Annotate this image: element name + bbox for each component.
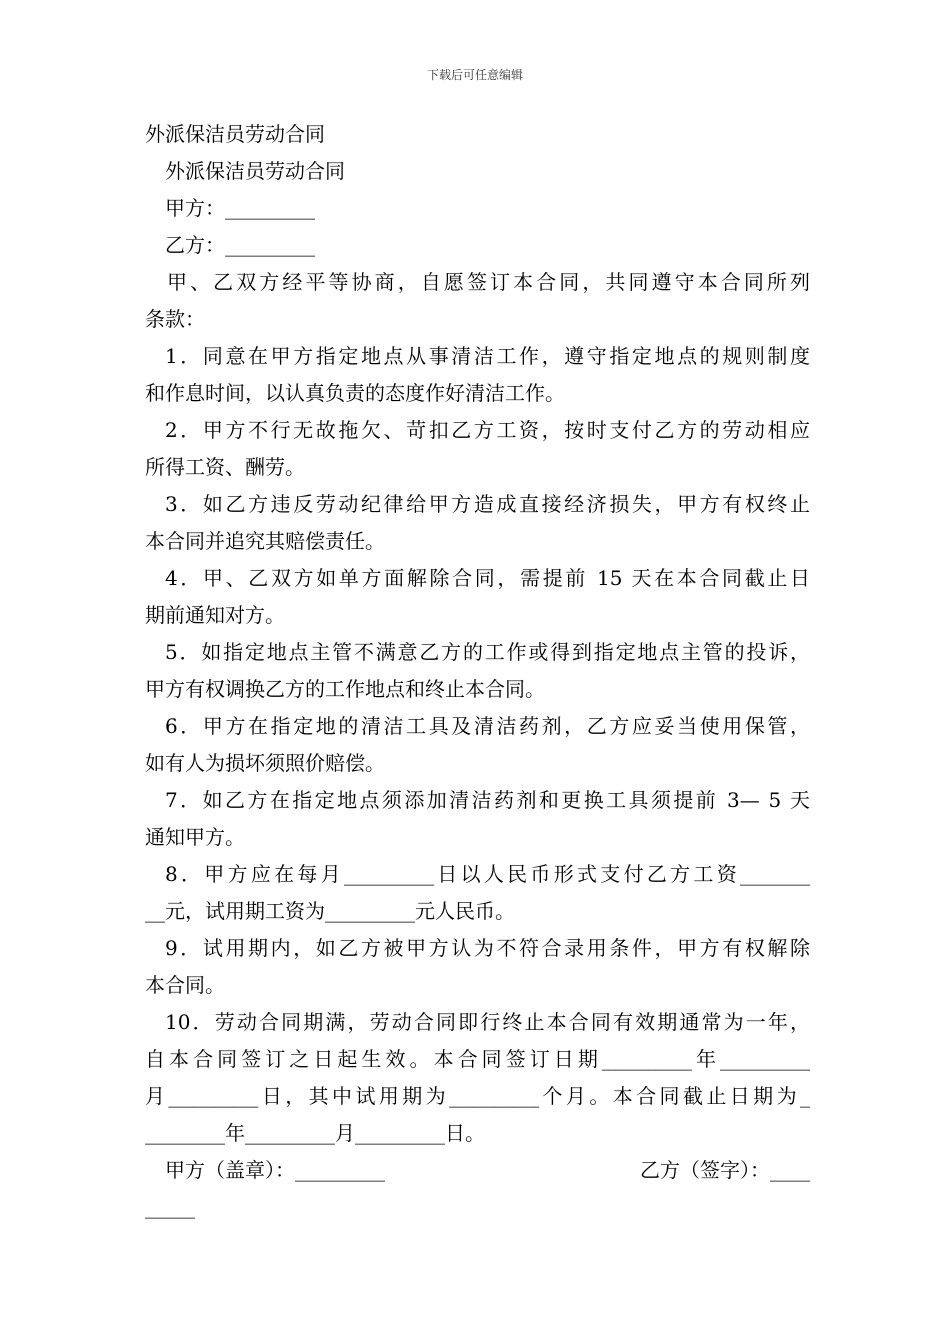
contract-line: 8．甲方应在每月_________日以人民币形式支付乙方工资_______: [165, 862, 810, 886]
contract-line: 甲方有权调换乙方的工作地点和终止本合同。: [145, 677, 545, 701]
contract-line: 本合同并追究其赔偿责任。: [145, 529, 385, 553]
page-header: 下载后可任意编辑: [426, 68, 523, 82]
contract-line: 6．甲方在指定地的清洁工具及清洁药剂，乙方应妥当使用保管，: [165, 714, 810, 738]
contract-line: 甲、乙双方经平等协商，自愿签订本合同，共同遵守本合同所列: [167, 270, 810, 294]
contract-line: 3．如乙方违反劳动纪律给甲方造成直接经济损失，甲方有权终止: [165, 492, 810, 516]
contract-line: 所得工资、酬劳。: [145, 455, 305, 479]
contract-line: 和作息时间，以认真负责的态度作好清洁工作。: [145, 381, 565, 405]
contract-line: __元，试用期工资为_________元人民币。: [145, 899, 515, 923]
contract-line: 通知甲方。: [145, 825, 245, 849]
contract-line: 外派保洁员劳动合同: [165, 159, 345, 183]
contract-line: 本合同。: [145, 973, 225, 997]
contract-line: 1．同意在甲方指定地点从事清洁工作，遵守指定地点的规则制度: [165, 344, 810, 368]
contract-line: 甲方：_________: [165, 196, 315, 220]
contract-lines: [145, 153, 810, 1152]
party-a-signature: 甲方（盖章）：_________: [165, 1158, 385, 1182]
contract-line: 4．甲、乙双方如单方面解除合同，需提前 15 天在本合同截止日: [165, 566, 810, 590]
contract-line: 2．甲方不行无故拖欠、苛扣乙方工资，按时支付乙方的劳动相应: [165, 418, 810, 442]
contract-line: 9．试用期内，如乙方被甲方认为不符合录用条件，甲方有权解除: [165, 936, 810, 960]
signature-row: [145, 1152, 810, 1189]
party-b-signature: 乙方（签字）：____: [640, 1158, 810, 1182]
contract-line: 自本合同签订之日起生效。本合同签订日期_________年_________: [145, 1047, 810, 1071]
contract-line: 条款：: [145, 307, 205, 331]
signature-continuation: _____: [145, 1195, 195, 1219]
contract-body: [145, 116, 810, 1226]
contract-line: 5．如指定地点主管不满意乙方的工作或得到指定地点主管的投诉，: [165, 640, 810, 664]
contract-line: ________年_________月_________日。: [145, 1121, 485, 1145]
document-title: 外派保洁员劳动合同: [145, 122, 325, 146]
contract-line: 月_________日，其中试用期为_________个月。本合同截止日期为_: [145, 1084, 810, 1108]
contract-line: 期前通知对方。: [145, 603, 285, 627]
contract-line: 乙方：_________: [165, 233, 315, 257]
contract-line: 如有人为损坏须照价赔偿。: [145, 751, 385, 775]
contract-line: 10．劳动合同期满，劳动合同即行终止本合同有效期通常为一年，: [165, 1010, 810, 1034]
contract-line: 7．如乙方在指定地点须添加清洁药剂和更换工具须提前 3— 5 天: [165, 788, 810, 812]
